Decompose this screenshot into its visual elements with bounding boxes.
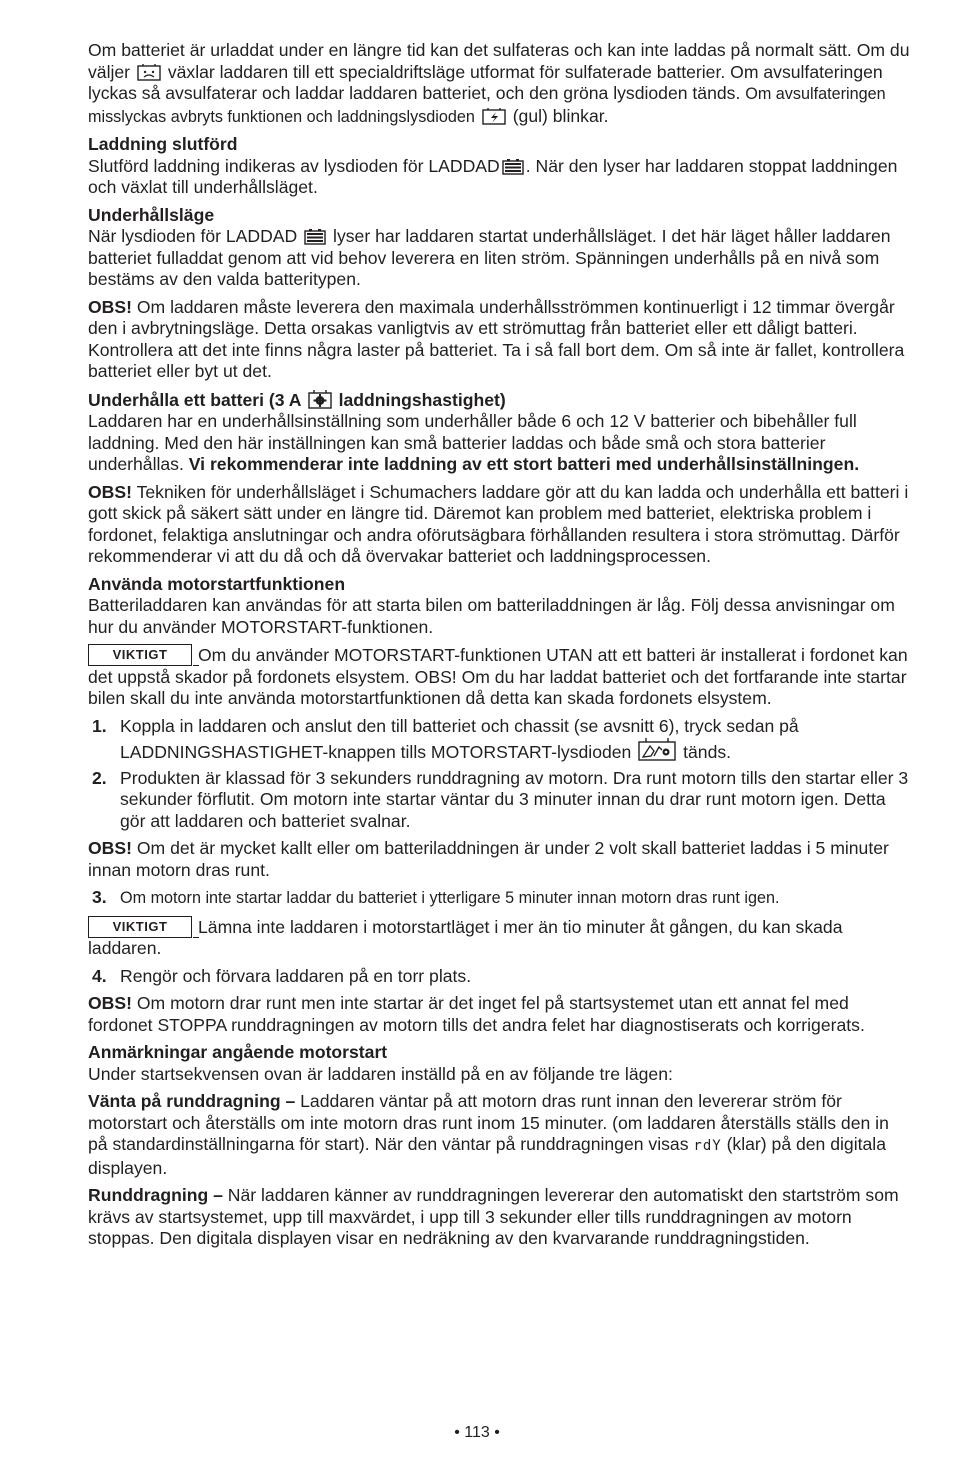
mode-wait [88,1091,912,1179]
intro-text-b: växlar laddaren till ett specialdriftsläge utformat för sulfaterade batterier. Om avsulfateringen lyckas så avsulfaterar och laddar laddaren batteriet, och den gröna lysdioden tänds. [88,61,883,103]
section-engine-start [88,574,912,639]
heading-charged: Laddning slutförd [88,134,238,154]
mode-text: När laddaren känner av runddragningen levererar den automatiskt den startström som krävs av startsystemet, upp till maxvärdet, i upp till 3 sekunder eller tills runddragningen av motorn stoppas. Den digitala displayen visar en nedräkning av den kvarvarande runddragningstiden. [88,1185,899,1248]
intro-text-a: Om batteriet är urladdat under en längre tid kan det sulfateras och kan inte laddas på normalt sätt. Om du väljer [88,40,910,82]
important-badge: VIKTIGT [88,916,192,938]
important-text: Om du använder MOTORSTART-funktionen UTAN att ett batteri är installerat i fordonet kan det uppstå skador på fordonets elsystem. OBS! Om du har laddat batteriet och det fortfarande inte startar bilen skall du inte använda motorstartfunktionen då detta kan skada fordonets elsystem. [88,645,908,708]
charged-icon [502,159,524,175]
section-charged [88,134,912,199]
engine-start-icon [638,737,676,761]
step-text: Produkten är klassad för 3 sekunders runddragning av motorn. Dra runt motorn tills den startar eller 3 sekunder förflutit. Om motorn inte startar väntar du 3 minuter innan du drar runt motorn igen. Detta gör att laddaren och batteriet svalnar. [120,767,909,831]
list-item [88,716,912,764]
note-4 [88,993,912,1036]
step-text: Rengör och förvara laddaren på en torr plats. [120,965,472,986]
maintain-text: Laddaren har en underhållsinställning som underhåller både 6 och 12 V batterier och bibehåller full laddning. Med den här inställningen kan små batterier laddas och både små och stora batterier underhållas. [88,411,857,474]
note-text: Om motorn drar runt men inte startar är det inget fel på startsystemet utan ett annat fel med fordonet STOPPA runddragningen av motorn tills det andra felet har diagnostiserats och korrigerats. [88,993,865,1035]
note-1 [88,297,912,383]
maintain-warning: Vi rekommenderar inte laddning av ett stort batteri med underhållsinställningen. [188,454,860,474]
intro-text-d: (gul) blinkar. [512,105,609,126]
charged-icon [304,229,326,245]
list-item [88,966,912,988]
note-2 [88,482,912,568]
list-item [88,887,912,910]
step-text: Om motorn inte startar laddar du batteriet i ytterligare 5 minuter innan motorn dras runt igen. [120,889,780,907]
step-number: 4. [92,965,107,986]
note-label: OBS! [88,838,132,858]
mode-label: Runddragning – [88,1185,223,1205]
important-1 [88,644,912,710]
step-text: Koppla in laddaren och anslut den till batteriet och chassit (se avsnitt 6), tryck sedan på LADDNINGSHASTIGHET-knappen tills MOTORSTART-lysdioden [120,715,799,762]
note-text: Om laddaren måste leverera den maximala underhållsströmmen kontinuerligt i 12 timmar övergår den i avbrytningsläge. Detta orsakas vanligtvis av ett strömuttag från batteriet eller ett dåligt batteri. Kontrollera att det inte finns några laster på batteriet. Ta i så fall bort dem. Om så inte är fallet, kontrollera batteriet eller byt ut det. [88,296,905,381]
section-maintenance [88,205,912,291]
heading-engine-notes: Anmärkningar angående motorstart [88,1042,388,1062]
step-number: 1. [92,715,107,736]
section-maintain-battery [88,389,912,476]
note-text: Tekniken för underhållsläget i Schumachers laddare gör att du kan ladda och underhålla ett batteri i gott skick på säkert sätt under en längre tid. Däremot kan problem med batteriet, elektriska problem i fordonet, felaktiga anslutningar och andra oförutsägbara förhållanden resultera i stora strömuttag. Därför rekommenderar vi att du då och då övervakar batteriet och laddningsprocessen. [88,481,909,566]
step-number: 2. [92,767,107,788]
note-3 [88,838,912,881]
mode-crank [88,1185,912,1250]
section-engine-notes [88,1042,912,1085]
heading-maintain-a: Underhålla ett batteri (3 A [88,389,301,410]
document-body [88,40,912,1256]
maintain-icon [308,389,332,409]
charged-text-b: . När den lyser har laddaren stoppat laddningen och växlat till underhållsläget. [88,155,898,197]
steps-list-a [88,716,912,833]
mode-text: Laddaren väntar på att motorn dras runt innan den levererar ström för motorstart och återställs om inte motorn dras runt inom 15 minuter. (om laddaren återställs ställs den in på standardinställningarna för start). När den väntar på runddragningen visas [88,1091,889,1154]
heading-maintain-b: laddningshastighet) [338,389,506,410]
heading-engine-start: Använda motorstartfunktionen [88,573,346,594]
list-item [88,768,912,833]
steps-list-b [88,887,912,910]
charged-text-a: Slutförd laddning indikeras av lysdioden för LADDAD [88,155,500,176]
mode-text-end: (klar) på den digitala displayen. [88,1134,886,1178]
important-2 [88,916,912,960]
note-label: OBS! [88,296,132,317]
step-text-end: tänds. [683,742,732,762]
intro-text-c: Om avsulfateringen misslyckas avbryts funktionen och laddningslysdioden [88,85,886,126]
heading-maintenance: Underhållsläge [88,204,215,225]
display-readout: rdY [693,1138,722,1154]
mode-label: Vänta på runddragning – [88,1091,296,1111]
charging-icon [482,107,506,125]
note-label: OBS! [88,481,132,502]
maintenance-text-b: lyser har laddaren startat underhållsläget. I det här läget håller laddaren batteriet fulladdat genom att vid behov leverera en liten ström. Spänningen underhålls på en nivå som bestäms av den valda batteritypen. [88,226,891,289]
step-number: 3. [92,887,107,907]
page-number: • 113 • [454,1424,500,1441]
maintenance-text-a: När lysdioden för LADDAD [88,226,298,246]
steps-list-c [88,966,912,988]
note-text: Om det är mycket kallt eller om batteriladdningen är under 2 volt skall batteriet laddas i 5 minuter innan motorn dras runt. [88,838,889,880]
desulfate-icon [137,63,161,81]
important-badge: VIKTIGT [88,644,192,666]
heading-maintain-battery [88,389,912,412]
engine-notes-text: Under startsekvensen ovan är laddaren inställd på en av följande tre lägen: [88,1063,673,1084]
important-text: Lämna inte laddaren i motorstartläget i mer än tio minuter åt gången, du kan skada laddaren. [88,916,843,958]
note-label: OBS! [88,993,132,1013]
intro-paragraph [88,40,912,128]
engine-start-text: Batteriladdaren kan användas för att starta bilen om batteriladdningen är låg. Följ dessa anvisningar om hur du använder MOTORSTART-funktionen. [88,595,895,637]
